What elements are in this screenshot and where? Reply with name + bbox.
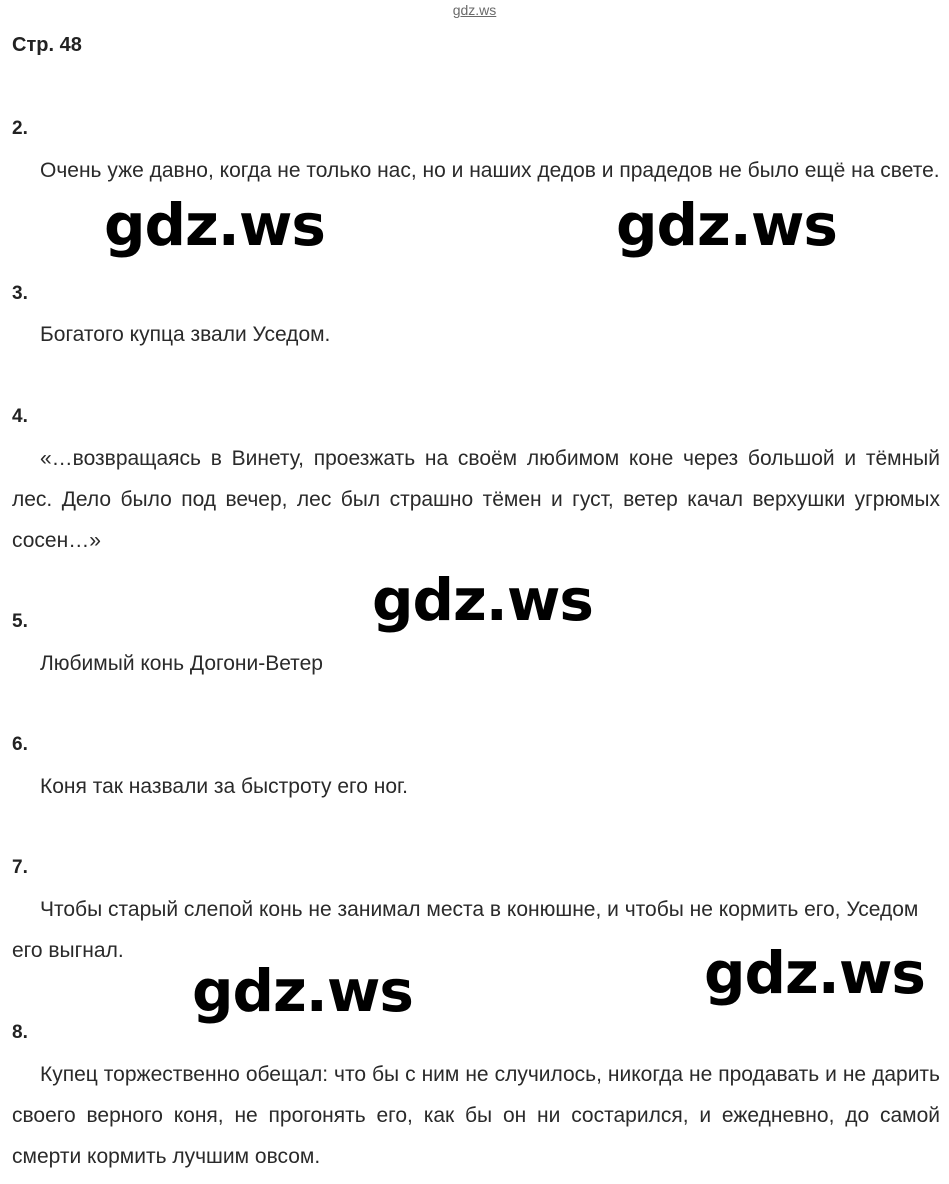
- answer-text-5: Любимый конь Догони-Ветер: [40, 652, 323, 675]
- answer-text-7: Чтобы старый слепой конь не занимал места в конюшне, и чтобы не кормить его, Уседом его выгнал.: [12, 898, 919, 962]
- watermark-gdz: gdz.ws: [616, 191, 837, 259]
- site-mark-link[interactable]: gdz.ws: [452, 2, 497, 18]
- answer-number-2: 2.: [12, 118, 28, 139]
- page-title: Стр. 48: [12, 34, 82, 56]
- watermark-gdz: gdz.ws: [104, 191, 325, 259]
- answer-number-8: 8.: [12, 1022, 28, 1043]
- answer-number-3: 3.: [12, 283, 28, 304]
- answer-text-8: Купец торжественно обещал: что бы с ним не случилось, никогда не продавать и не дарить своего верного коня, не прогонять его, как бы он ни состарился, и ежедневно, до самой смерти кормить лучшим овсом.: [12, 1063, 940, 1168]
- watermark-gdz: gdz.ws: [192, 957, 413, 1025]
- answer-text-4: «…возвращаясь в Винету, проезжать на своём любимом коне через большой и тёмный лес. Дело было под вечер, лес был страшно тёмен и густ, ветер качал верхушки угрюмых сосен…»: [12, 447, 940, 552]
- answer-text-3: Богатого купца звали Уседом.: [40, 323, 331, 346]
- watermark-gdz: gdz.ws: [372, 566, 593, 634]
- answer-number-6: 6.: [12, 734, 28, 755]
- watermark-gdz: gdz.ws: [704, 939, 925, 1007]
- answer-text-6: Коня так назвали за быстроту его ног.: [40, 775, 408, 798]
- answer-text-2: Очень уже давно, когда не только нас, но и наших дедов и прадедов не было ещё на свете.: [40, 159, 940, 182]
- answer-number-5: 5.: [12, 611, 28, 632]
- answer-number-7: 7.: [12, 857, 28, 878]
- answer-number-4: 4.: [12, 406, 28, 427]
